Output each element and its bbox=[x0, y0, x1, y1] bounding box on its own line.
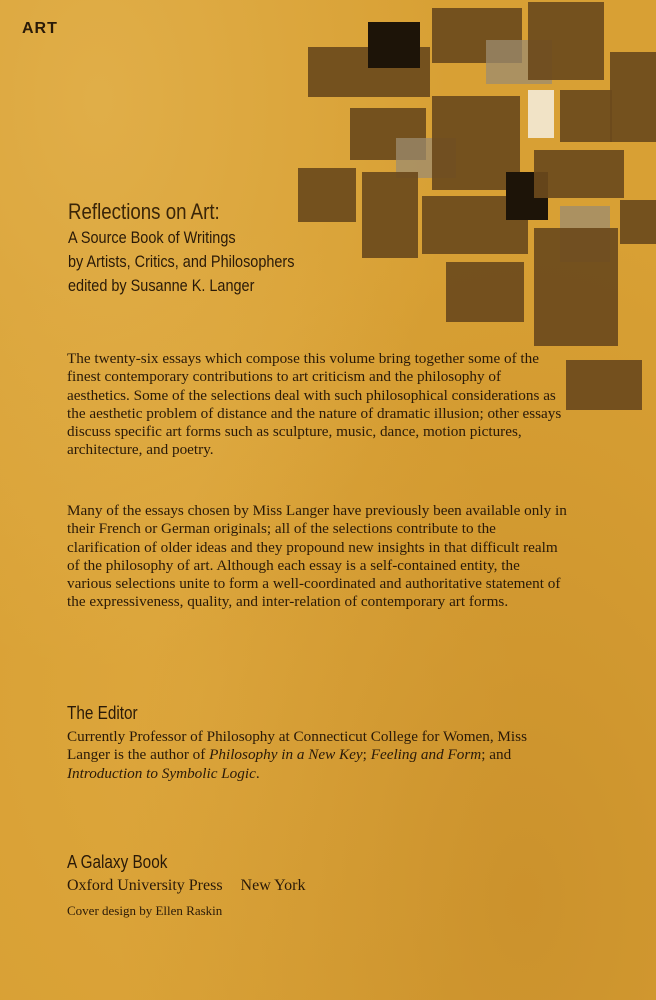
art-block bbox=[534, 228, 618, 346]
publisher-name: Oxford University Press bbox=[67, 877, 223, 894]
art-block bbox=[528, 2, 604, 80]
separator: ; bbox=[362, 746, 371, 764]
art-block bbox=[566, 360, 642, 410]
cover-design-credit: Cover design by Ellen Raskin bbox=[67, 903, 223, 918]
description-text: The twenty-six essays which compose this volume bring together some of the finest contemporary contributions to art criticism and the philosophy of aesthetics. Some of the selections deal with such philosophical considerations as the aesthetic problem of distance and the nature of dramatic illusion; other essays discuss specific art forms such as sculpture, music, dance, motion pictures, architecture, and poetry. bbox=[67, 350, 562, 459]
subtitle-line: A Source Book of Writings bbox=[68, 228, 236, 247]
separator: . bbox=[255, 764, 260, 782]
art-block bbox=[534, 150, 624, 198]
editor-bio bbox=[67, 728, 567, 783]
book-title-logic: Introduction to Symbolic Logic bbox=[67, 764, 256, 782]
description-paragraph bbox=[67, 350, 567, 460]
book-title: Reflections on Art: bbox=[68, 199, 220, 224]
editor-bio-lead: Currently Professor of Philosophy at Connecticut College for Women, Miss Langer is the author of bbox=[67, 728, 527, 764]
art-block bbox=[620, 200, 656, 244]
art-block bbox=[610, 52, 656, 142]
book-title-philosophy: Philosophy in a New Key bbox=[209, 746, 363, 764]
editor-bio-text bbox=[67, 728, 567, 783]
art-block bbox=[560, 90, 612, 142]
editor-heading: The Editor bbox=[67, 703, 138, 723]
book-title-feeling: Feeling and Form bbox=[370, 746, 482, 764]
publisher-line bbox=[67, 877, 323, 895]
art-block bbox=[446, 262, 524, 322]
title-block bbox=[68, 198, 398, 298]
description-paragraph bbox=[67, 502, 567, 612]
publisher-city: New York bbox=[240, 877, 306, 894]
art-block bbox=[368, 22, 420, 68]
description-text: Many of the essays chosen by Miss Langer have previously been available only in their French or German originals; all of the selections contribute to the clarification of older ideas and they propound new insights in that difficult realm of the philosophy of art. Although each essay is a self-contained entity, the various selections unite to form a well-coordinated and authoritative statement of the expressiveness, quality, and inter-relation of contemporary art forms. bbox=[67, 502, 567, 611]
editor-credit-line: edited by Susanne K. Langer bbox=[68, 276, 255, 295]
art-block bbox=[528, 90, 554, 138]
separator: ; and bbox=[481, 746, 512, 764]
category-label: ART bbox=[22, 20, 58, 37]
subtitle-line: by Artists, Critics, and Philosophers bbox=[68, 252, 295, 271]
imprint-label: A Galaxy Book bbox=[67, 852, 168, 872]
